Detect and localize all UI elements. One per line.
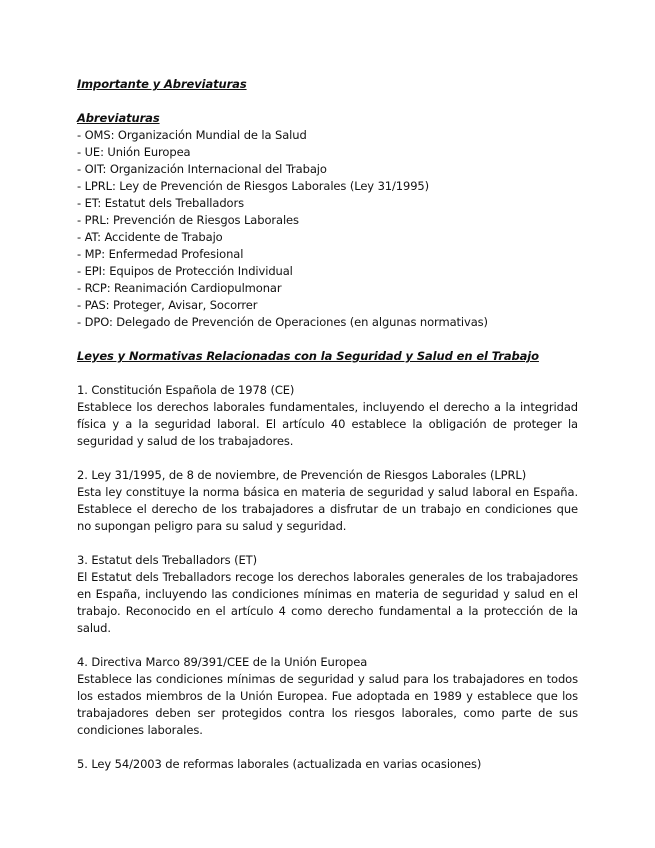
abbreviations-list [77,127,578,331]
law-title: 3. Estatut dels Treballadors (ET) [77,553,257,567]
abbreviation-item: - ET: Estatut dels Treballadors [77,196,244,210]
law-body: Establece las condiciones mínimas de seguridad y salud para los trabajadores en todos los estados miembros de la Unión Europea. Fue adoptada en 1989 y establece que los trabajadores deben ser protegidos contra los riesgos laborales, como parte de sus condiciones laborales. [77,672,578,737]
abbreviation-item: - OIT: Organización Internacional del Trabajo [77,162,327,176]
abbreviation-item: - RCP: Reanimación Cardiopulmonar [77,281,282,295]
abbreviation-item: - LPRL: Ley de Prevención de Riesgos Laborales (Ley 31/1995) [77,179,430,193]
law-title: 5. Ley 54/2003 de reformas laborales (actualizada en varias ocasiones) [77,757,482,771]
abbreviation-item: - PRL: Prevención de Riesgos Laborales [77,213,299,227]
abbreviation-item: - PAS: Proteger, Avisar, Socorrer [77,298,258,312]
law-section [77,467,578,535]
law-body: Esta ley constituye la norma básica en materia de seguridad y salud laboral en España. Establece el derecho de los trabajadores a disfrutar de un trabajo en condiciones que no supongan peligro para su salud y seguridad. [77,485,578,533]
law-title: 1. Constitución Española de 1978 (CE) [77,383,295,397]
abbreviations-heading: Abreviaturas [77,111,160,125]
laws-heading: Leyes y Normativas Relacionadas con la Seguridad y Salud en el Trabajo [77,349,539,363]
law-section [77,552,578,637]
law-section [77,654,578,739]
law-title: 2. Ley 31/1995, de 8 de noviembre, de Prevención de Riesgos Laborales (LPRL) [77,468,527,482]
abbreviation-item: - AT: Accidente de Trabajo [77,230,223,244]
law-section [77,756,578,773]
abbreviation-item: - MP: Enfermedad Profesional [77,247,244,261]
law-body: Establece los derechos laborales fundamentales, incluyendo el derecho a la integridad física y a la seguridad laboral. El artículo 40 establece la obligación de proteger la seguridad y salud de los trabajadores. [77,400,578,448]
abbreviation-item: - DPO: Delegado de Prevención de Operaciones (en algunas normativas) [77,315,488,329]
abbreviation-item: - OMS: Organización Mundial de la Salud [77,128,307,142]
abbreviation-item: - EPI: Equipos de Protección Individual [77,264,293,278]
law-title: 4. Directiva Marco 89/391/CEE de la Unión Europea [77,655,368,669]
document-title: Importante y Abreviaturas [77,77,247,91]
law-section [77,382,578,450]
abbreviation-item: - UE: Unión Europea [77,145,191,159]
law-body: El Estatut dels Treballadors recoge los derechos laborales generales de los trabajadores en España, incluyendo las condiciones mínimas en materia de seguridad y salud en el trabajo. Reconocido en el artículo 4 como derecho fundamental a la protección de la salud. [77,570,578,635]
